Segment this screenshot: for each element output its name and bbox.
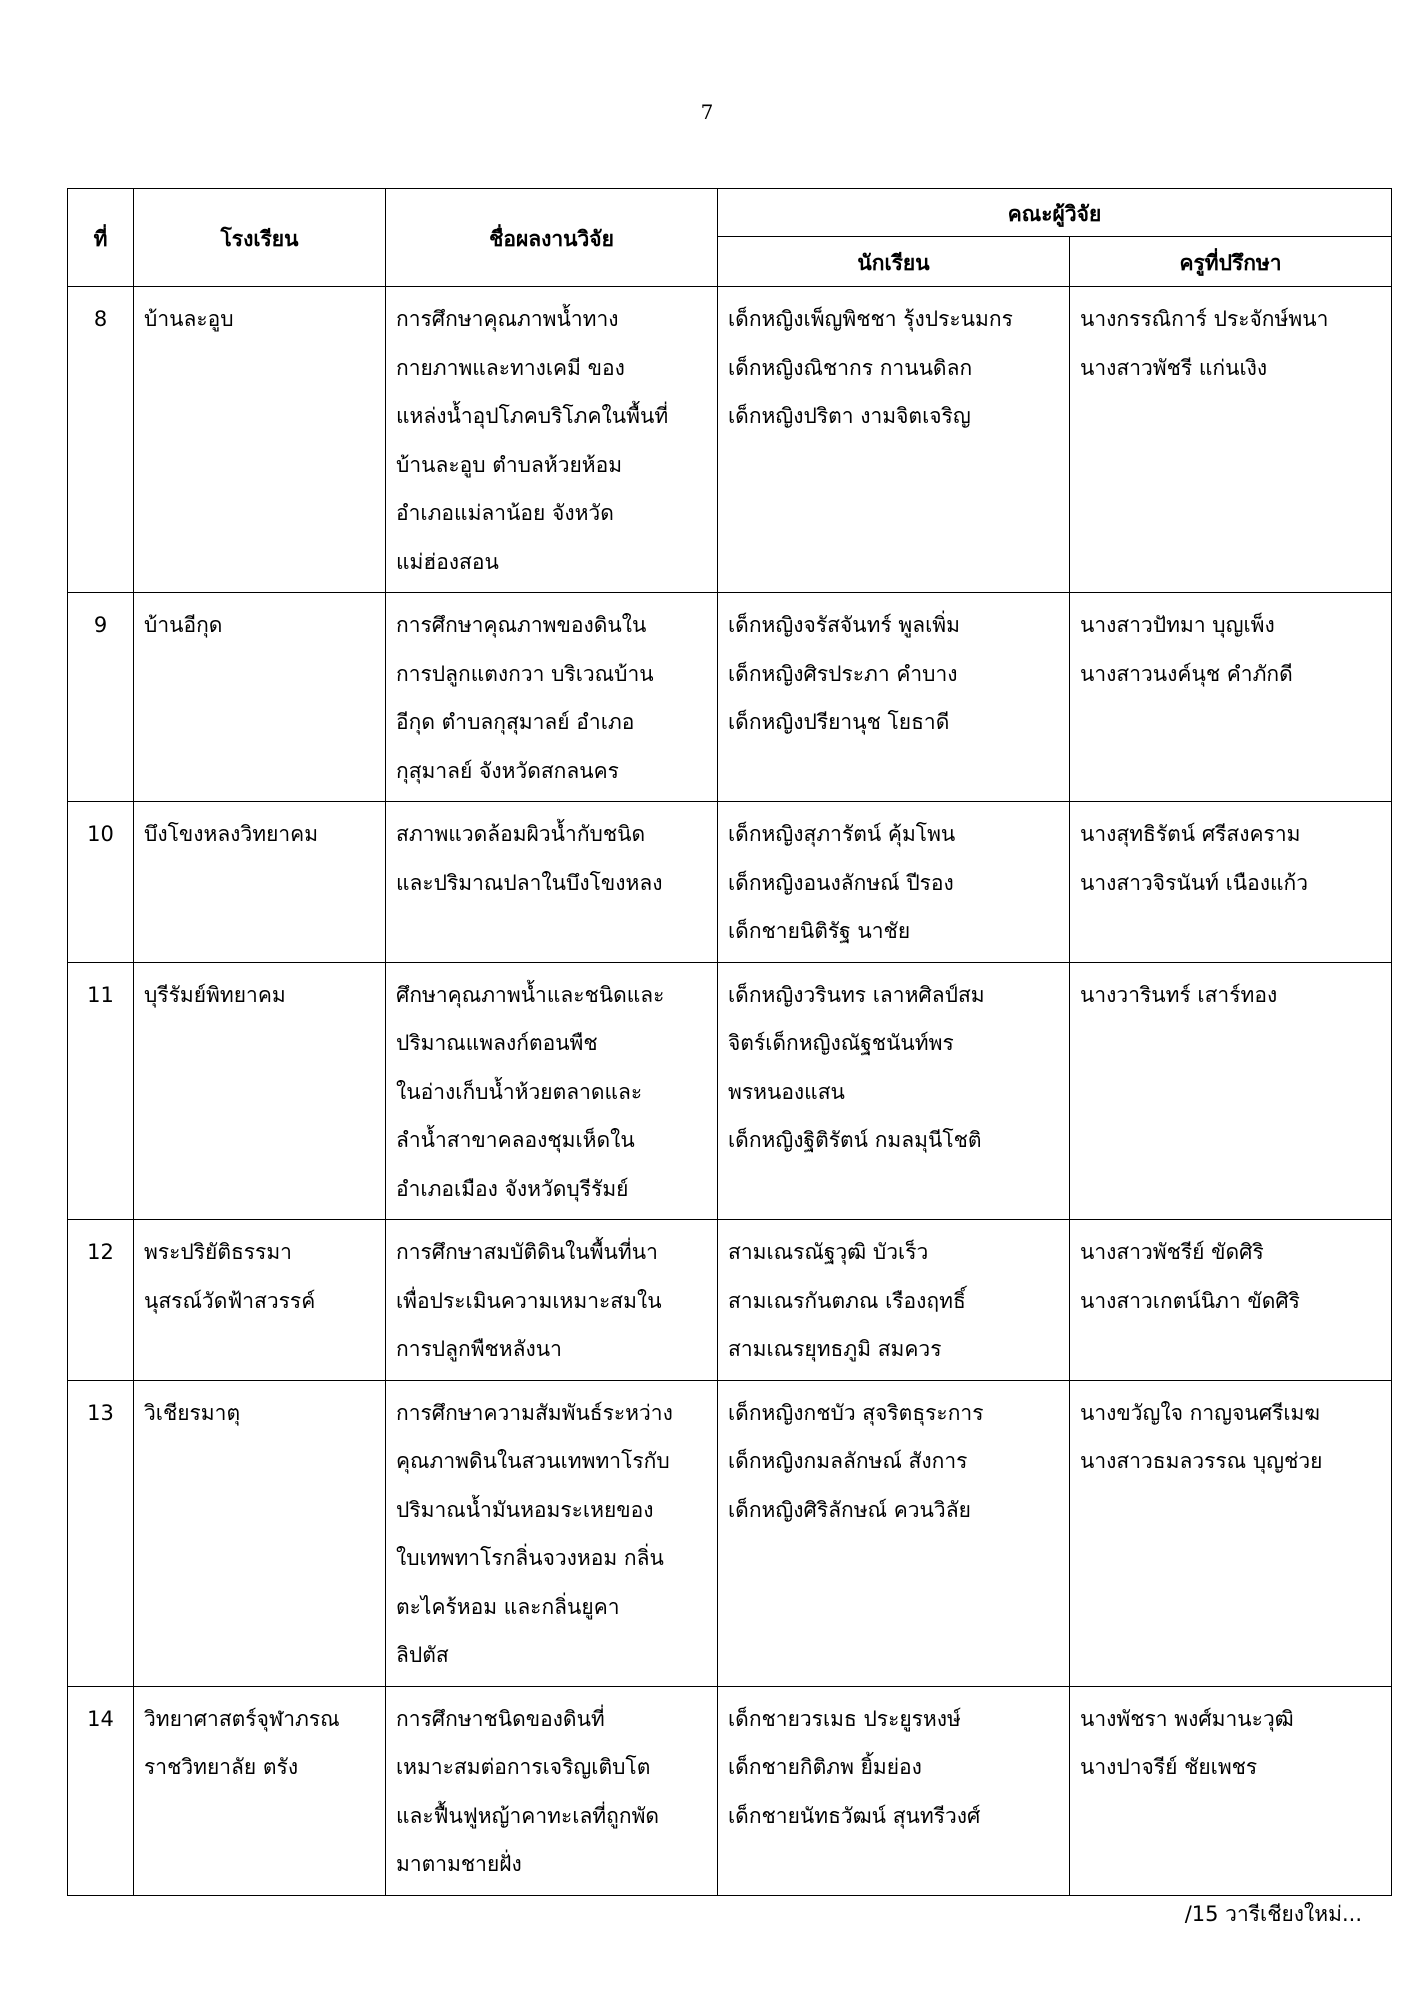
cell-research-title-line: ศึกษาคุณภาพน้ำและชนิดและ [396,982,665,1007]
cell-students-line: เด็กหญิงกมลลักษณ์ สังการ [728,1449,968,1473]
cell-research-title-line: ลิปตัส [396,1643,449,1667]
header-research-team: คณะผู้วิจัย [718,189,1392,237]
cell-no: 8 [68,287,134,593]
cell-research-title-line: ใบเทพทาโรกลิ่นจวงหอม กลิ่น [396,1546,664,1570]
cell-no: 14 [68,1686,134,1895]
header-no: ที่ [68,189,134,287]
cell-advisors-line: นางกรรณิการ์ ประจักษ์พนา [1080,307,1329,331]
cell-school-line: วิทยาศาสตร์จุฬาภรณ [144,1706,340,1731]
cell-school [134,962,386,1220]
cell-advisors-line: นางปาจรีย์ ชัยเพชร [1080,1755,1258,1779]
cell-students [718,962,1070,1220]
header-students: นักเรียน [718,237,1070,287]
cell-students-line: เด็กชายนัทธวัฒน์ สุนทรีวงศ์ [728,1803,981,1828]
cell-research-title-line: ปริมาณน้ำมันหอมระเหยของ [396,1497,654,1522]
cell-research-title [386,593,718,802]
cell-advisors-line: นางสาวปัทมา บุญเพ็ง [1080,613,1275,637]
cell-research-title [386,1380,718,1686]
cell-research-title [386,802,718,963]
cell-research-title-line: เหมาะสมต่อการเจริญเติบโต [396,1755,651,1779]
cell-school [134,1686,386,1895]
cell-students [718,1686,1070,1895]
cell-students-line: เด็กหญิงอนงลักษณ์ ปีรอง [728,870,954,895]
cell-research-title-line: อำเภอแม่ลาน้อย จังหวัด [396,501,614,525]
cell-students-line: สามเณรณัฐวุฒิ บัวเร็ว [728,1240,929,1264]
cell-research-title-line: กายภาพและทางเคมี ของ [396,355,625,380]
cell-school-line: พระปริยัติธรรมา [144,1240,292,1264]
cell-advisors-line: นางสาวเกตน์นิภา ขัดศิริ [1080,1288,1300,1313]
cell-research-title-line: การศึกษาสมบัติดินในพื้นที่นา [396,1240,658,1264]
cell-research-title-line: เพื่อประเมินความเหมาะสมใน [396,1288,662,1313]
table-body [68,287,1392,1896]
cell-students [718,1380,1070,1686]
cell-school [134,287,386,593]
cell-no: 11 [68,962,134,1220]
cell-students-line: เด็กชายนิติรัฐ นาชัย [728,919,911,943]
cell-research-title-line: และฟื้นฟูหญ้าคาทะเลที่ถูกพัด [396,1803,660,1828]
cell-advisors-line: นางสาวนงค์นุช คำภักดี [1080,661,1293,686]
cell-school-line: ราชวิทยาลัย ตรัง [144,1755,299,1779]
cell-advisors-line: นางขวัญใจ กาญจนศรีเมฆ [1080,1400,1320,1425]
cell-research-title [386,1220,718,1381]
cell-students-line: เด็กชายกิติภพ ยิ้มย่อง [728,1755,922,1779]
cell-no: 10 [68,802,134,963]
cell-school [134,802,386,963]
cell-students-line: เด็กหญิงจรัสจันทร์ พูลเพิ่ม [728,613,960,637]
cell-research-title-line: ลำน้ำสาขาคลองชุมเห็ดใน [396,1128,635,1152]
cell-advisors-line: นางสุทธิรัตน์ ศรีสงคราม [1080,822,1301,846]
cell-students-line: เด็กหญิงปรียานุช โยธาดี [728,710,950,734]
cell-research-title-line: ในอ่างเก็บน้ำห้วยตลาดและ [396,1079,643,1104]
cell-students-line: สามเณรยุทธภูมิ สมควร [728,1337,942,1361]
table-row [68,1380,1392,1686]
cell-school [134,1380,386,1686]
cell-students-line: เด็กหญิงณิชากร กานนดิลก [728,355,973,380]
cell-advisors [1070,287,1392,593]
table-row [68,802,1392,963]
cell-school [134,593,386,802]
cell-research-title-line: คุณภาพดินในสวนเทพทาโรกับ [396,1449,670,1473]
cell-school-line: บ้านละอูบ [144,307,234,331]
cell-research-title-line: แม่ฮ่องสอน [396,549,499,574]
cell-research-title-line: ปริมาณแพลงก์ตอนพืช [396,1031,598,1055]
cell-advisors-line: นางสาวพัชรี แก่นเงิง [1080,355,1268,380]
research-table [67,188,1392,1896]
cell-advisors-line: นางสาวจิรนันท์ เนืองแก้ว [1080,870,1309,895]
cell-students [718,593,1070,802]
cell-research-title-line: สภาพแวดล้อมผิวน้ำกับชนิด [396,822,646,846]
cell-students-line: เด็กหญิงฐิติรัตน์ กมลมุนีโชติ [728,1128,982,1152]
table-row [68,962,1392,1220]
cell-students-line: สามเณรกันตภณ เรืองฤทธิ์ [728,1288,966,1313]
cell-research-title-line: การศึกษาคุณภาพของดินใน [396,613,647,637]
cell-students-line: เด็กหญิงศิรประภา คำบาง [728,661,958,686]
cell-school-line: บึงโขงหลงวิทยาคม [144,822,319,846]
cell-research-title-line: กุสุมาลย์ จังหวัดสกลนคร [396,758,619,783]
cell-students-line: จิตร์เด็กหญิงณัฐชนันท์พร [728,1031,954,1055]
cell-advisors [1070,593,1392,802]
cell-school-line: บุรีรัมย์พิทยาคม [144,982,286,1007]
cell-school-line: นุสรณ์วัดฟ้าสวรรค์ [144,1288,316,1313]
header-school: โรงเรียน [134,189,386,287]
cell-advisors-line: นางพัชรา พงศ์มานะวุฒิ [1080,1706,1294,1731]
cell-students-line: เด็กหญิงเพ็ญพิชชา รุ้งประนมกร [728,307,1013,331]
cell-students-line: พรหนองแสน [728,1079,845,1104]
cell-research-title-line: แหล่งน้ำอุปโภคบริโภคในพื้นที่ [396,404,669,428]
cell-students [718,1220,1070,1381]
cell-advisors [1070,1686,1392,1895]
cell-students-line: เด็กหญิงวรินทร เลาหศิลป์สม [728,982,985,1007]
cell-students-line: เด็กชายวรเมธ ประยูรหงษ์ [728,1706,961,1731]
cell-research-title-line: อีกุด ตำบลกุสุมาลย์ อำเภอ [396,710,635,734]
cell-research-title-line: มาตามชายฝั่ง [396,1852,522,1876]
cell-students [718,287,1070,593]
cell-research-title [386,287,718,593]
cell-research-title-line: การศึกษาคุณภาพน้ำทาง [396,307,619,331]
cell-school-line: วิเชียรมาตุ [144,1400,241,1425]
page-number: 7 [700,100,714,124]
table-row [68,1220,1392,1381]
cell-advisors [1070,1380,1392,1686]
header-title: ชื่อผลงานวิจัย [386,189,718,287]
cell-research-title-line: การปลูกพืชหลังนา [396,1337,562,1361]
cell-no: 9 [68,593,134,802]
cell-students-line: เด็กหญิงสุภารัตน์ คุ้มโพน [728,822,956,846]
table-row [68,593,1392,802]
table-row [68,1686,1392,1895]
header-advisors: ครูที่ปรึกษา [1070,237,1392,287]
cell-research-title-line: และปริมาณปลาในบึงโขงหลง [396,870,663,895]
cell-no: 12 [68,1220,134,1381]
cell-advisors [1070,1220,1392,1381]
cell-students-line: เด็กหญิงปริตา งามจิตเจริญ [728,404,971,428]
cell-advisors [1070,962,1392,1220]
cell-research-title [386,1686,718,1895]
cell-students [718,802,1070,963]
cell-advisors-line: นางสาวพัชรีย์ ขัดศิริ [1080,1240,1264,1264]
cell-students-line: เด็กหญิงกชบัว สุจริตธุระการ [728,1400,984,1425]
cell-research-title-line: บ้านละอูบ ตำบลห้วยห้อม [396,452,623,477]
cell-school-line: บ้านอีกุด [144,613,223,637]
cell-advisors [1070,802,1392,963]
footer-continuation: /15 วารีเชียงใหม่... [1184,1902,1362,1926]
table-row [68,287,1392,593]
cell-research-title [386,962,718,1220]
cell-advisors-line: นางวารินทร์ เสาร์ทอง [1080,982,1278,1007]
cell-research-title-line: อำเภอเมือง จังหวัดบุรีรัมย์ [396,1176,629,1201]
cell-students-line: เด็กหญิงศิริลักษณ์ ควนวิลัย [728,1497,971,1522]
cell-research-title-line: การศึกษาความสัมพันธ์ระหว่าง [396,1400,673,1425]
cell-research-title-line: การปลูกแตงกวา บริเวณบ้าน [396,661,654,686]
cell-research-title-line: ตะไคร้หอม และกลิ่นยูคา [396,1594,620,1619]
cell-research-title-line: การศึกษาชนิดของดินที่ [396,1706,605,1731]
cell-school [134,1220,386,1381]
cell-advisors-line: นางสาวธมลวรรณ บุญช่วย [1080,1449,1323,1473]
cell-no: 13 [68,1380,134,1686]
